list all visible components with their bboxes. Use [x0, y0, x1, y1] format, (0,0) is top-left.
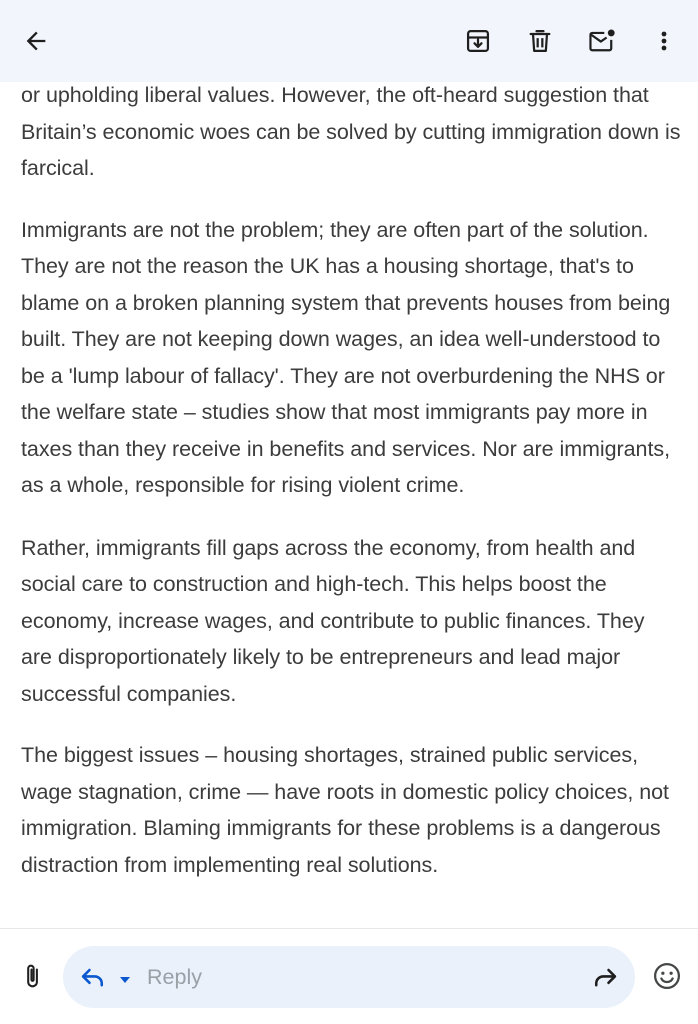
email-paragraph: Immigrants are not the problem; they are often part of the solution. They are not the reason the UK has a housing shortage, that's to blame on a broken planning system that prevents houses from being built. They are not keeping down wages, an idea well-understood to be a 'lump labour of fallacy'. They are not overburdening the NHS or the welfare state – studies show that most immigrants pay more in taxes than they receive in benefits and services. Nor are immigrants, as a whole, responsible for rising violent crime.: [21, 217, 671, 497]
paperclip-icon: [19, 962, 45, 990]
reply-bar: [0, 929, 698, 1024]
email-paragraph: or upholding liberal values. However, the oft-heard suggestion that Britain’s economic woes can be solved by cutting immigration down is farcical.: [21, 83, 681, 180]
email-paragraph: Rather, immigrants fill gaps across the economy, from health and social care to construction and high-tech. This helps boost the economy, increase wages, and contribute to public finances. They are disproportionately likely to be entrepreneurs and lead major successful companies.: [21, 535, 645, 706]
back-button[interactable]: [14, 19, 58, 63]
mark-unread-button[interactable]: [580, 19, 624, 63]
email-paragraph: The biggest issues – housing shortages, strained public services, wage stagnation, crime — have roots in domestic policy choices, not immigration. Blaming immigrants for these problems is a dangerous distraction from implementing real solutions.: [21, 743, 669, 877]
arrow-left-icon: [22, 27, 50, 55]
more-options-button[interactable]: [642, 19, 686, 63]
toolbar: [0, 0, 698, 82]
more-vertical-icon: [659, 27, 669, 55]
emoji-icon: [652, 961, 682, 991]
caret-down-icon[interactable]: [118, 972, 132, 990]
delete-button[interactable]: [518, 19, 562, 63]
email-body: [21, 82, 681, 928]
mail-unread-icon: [587, 27, 617, 55]
archive-button[interactable]: [456, 19, 500, 63]
emoji-button[interactable]: [645, 954, 689, 998]
reply-icon[interactable]: [79, 964, 107, 995]
archive-icon: [464, 27, 492, 55]
trash-icon: [526, 27, 554, 55]
reply-label: Reply: [147, 965, 202, 989]
reply-field[interactable]: [63, 946, 635, 1008]
attach-button[interactable]: [10, 954, 54, 998]
forward-icon[interactable]: [591, 964, 619, 995]
